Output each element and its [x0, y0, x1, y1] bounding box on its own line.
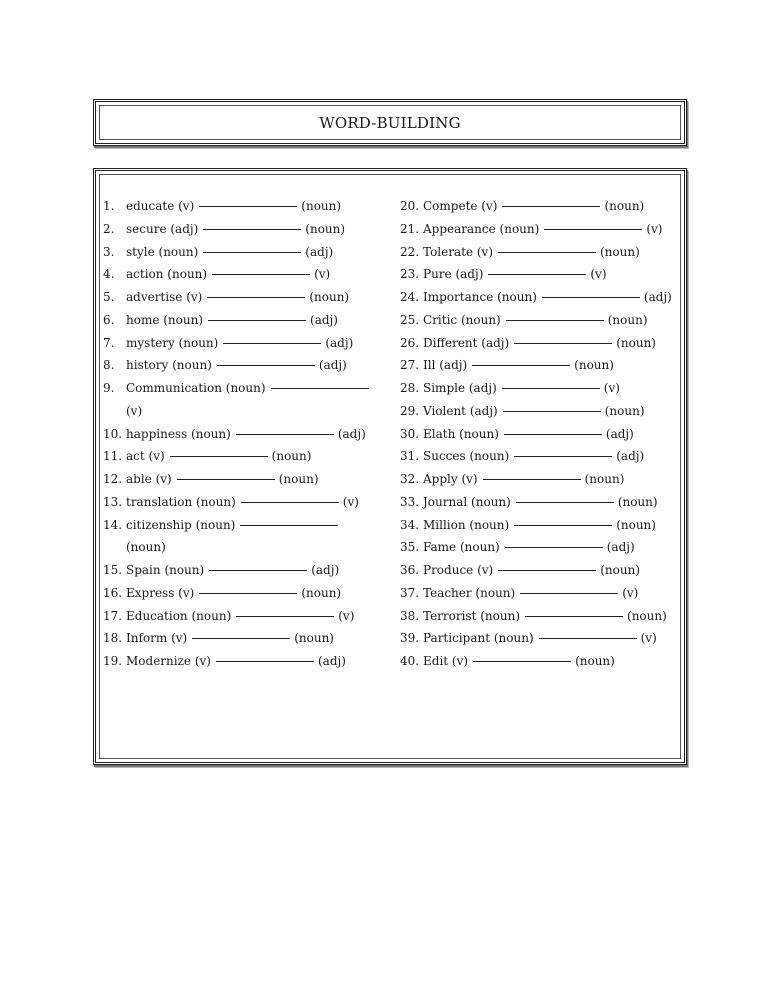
base-word: Apply (v) — [423, 472, 478, 486]
list-item — [400, 242, 640, 262]
list-item — [400, 219, 662, 239]
item-number: 29. — [400, 403, 420, 418]
base-word: Simple (adj) — [423, 381, 497, 395]
base-word: Different (adj) — [423, 335, 510, 350]
target-part-of-speech: (noun) — [301, 585, 342, 600]
answer-blank[interactable] — [199, 592, 297, 594]
answer-blank[interactable] — [177, 478, 275, 480]
list-item — [103, 492, 359, 512]
item-number: 11. — [103, 449, 123, 464]
list-item — [103, 560, 339, 580]
item-number: 26. — [400, 335, 420, 350]
answer-blank[interactable] — [208, 319, 306, 321]
list-item — [400, 310, 648, 330]
list-item — [400, 424, 634, 444]
target-part-of-speech: (noun) — [616, 517, 656, 532]
base-word: Spain (noun) — [126, 563, 205, 577]
item-number: 32. — [400, 472, 420, 486]
item-number: 14. — [103, 517, 123, 532]
item-number: 38. — [400, 608, 420, 623]
title-inner-border — [99, 105, 681, 140]
target-part-of-speech: (noun) — [627, 608, 667, 623]
list-item — [400, 537, 635, 557]
answer-blank[interactable] — [502, 205, 600, 207]
item-number: 36. — [400, 563, 420, 577]
target-part-of-speech: (noun) — [305, 221, 346, 236]
base-word: Succes (noun) — [423, 449, 510, 464]
base-word: Appearance (noun) — [423, 221, 540, 236]
item-number: 8. — [103, 358, 115, 373]
exercise-box — [93, 168, 687, 765]
answer-blank[interactable] — [544, 228, 642, 230]
target-part-of-speech: (adj) — [605, 426, 634, 441]
target-part-of-speech: (noun) — [309, 290, 350, 304]
answer-blank[interactable] — [498, 569, 596, 571]
base-word: Elath (noun) — [423, 426, 499, 441]
item-number: 12. — [103, 472, 123, 486]
item-number: 3. — [103, 244, 115, 259]
list-item — [103, 242, 333, 262]
list-item — [400, 378, 620, 398]
target-part-of-speech: (adj) — [305, 244, 334, 259]
list-item — [103, 628, 334, 648]
answer-blank[interactable] — [539, 637, 637, 639]
target-part-of-speech: (noun) — [604, 403, 645, 418]
list-item — [103, 219, 345, 239]
item-number: 28. — [400, 381, 420, 395]
target-part-of-speech: (noun) — [126, 540, 166, 555]
answer-blank[interactable] — [203, 228, 301, 230]
list-item — [103, 583, 341, 603]
list-item — [103, 310, 338, 330]
answer-blank[interactable] — [506, 319, 604, 321]
item-number: 17. — [103, 608, 123, 623]
answer-blank[interactable] — [473, 660, 571, 662]
base-word: Education (noun) — [126, 608, 232, 623]
target-part-of-speech: (v) — [342, 494, 359, 509]
target-part-of-speech: (adj) — [310, 312, 338, 327]
base-word: Importance (noun) — [423, 290, 537, 304]
answer-blank[interactable] — [217, 364, 315, 366]
base-word: Ill (adj) — [423, 358, 468, 373]
target-part-of-speech: (adj) — [337, 426, 366, 441]
item-number: 31. — [400, 449, 420, 464]
item-number: 18. — [103, 631, 123, 646]
target-part-of-speech: (v) — [622, 585, 639, 600]
answer-blank[interactable] — [170, 455, 268, 457]
answer-blank[interactable] — [207, 296, 305, 298]
base-word: Produce (v) — [423, 563, 494, 577]
list-item — [103, 606, 354, 626]
target-part-of-speech: (v) — [590, 267, 607, 282]
item-number: 1. — [103, 199, 115, 213]
target-part-of-speech: (noun) — [600, 563, 641, 577]
answer-blank[interactable] — [504, 433, 602, 435]
title-box — [93, 99, 687, 146]
answer-blank[interactable] — [209, 569, 307, 571]
answer-blank[interactable] — [503, 410, 601, 412]
answer-blank[interactable] — [514, 342, 612, 344]
list-item — [400, 560, 640, 580]
answer-blank[interactable] — [505, 546, 603, 548]
answer-blank[interactable] — [520, 592, 618, 594]
base-word: Teacher (noun) — [423, 585, 516, 600]
answer-blank[interactable] — [240, 524, 338, 526]
list-item — [400, 196, 644, 216]
item-number: 35. — [400, 540, 420, 555]
list-item — [400, 651, 615, 671]
answer-blank[interactable] — [472, 364, 570, 366]
item-number: 22. — [400, 244, 420, 259]
target-part-of-speech: (adj) — [606, 540, 635, 555]
answer-blank[interactable] — [199, 205, 297, 207]
list-item — [103, 196, 341, 216]
answer-blank[interactable] — [271, 387, 369, 389]
base-word: style (noun) — [126, 244, 199, 259]
answer-blank[interactable] — [241, 501, 339, 503]
list-item — [400, 583, 638, 603]
base-word: Express (v) — [126, 585, 195, 600]
item-number: 39. — [400, 631, 420, 646]
base-word: advertise (v) — [126, 290, 203, 304]
item-number: 16. — [103, 585, 123, 600]
target-part-of-speech: (noun) — [271, 449, 312, 464]
target-part-of-speech: (v) — [126, 403, 143, 418]
item-number: 34. — [400, 517, 420, 532]
answer-blank[interactable] — [236, 433, 334, 435]
item-number: 7. — [103, 335, 115, 350]
base-word: Tolerate (v) — [423, 244, 494, 259]
target-part-of-speech: (v) — [603, 381, 620, 395]
list-item — [400, 606, 667, 626]
item-number: 20. — [400, 199, 420, 213]
list-item — [103, 446, 311, 466]
base-word: able (v) — [126, 472, 172, 486]
target-part-of-speech: (adj) — [616, 449, 645, 464]
item-number: 21. — [400, 221, 420, 236]
list-item — [103, 469, 319, 489]
list-item — [103, 424, 366, 444]
target-part-of-speech: (v) — [646, 221, 663, 236]
base-word: Modernize (v) — [126, 654, 211, 668]
base-word: Terrorist (noun) — [423, 608, 521, 623]
base-word: act (v) — [126, 449, 165, 464]
base-word: secure (adj) — [126, 221, 199, 236]
list-item — [103, 651, 346, 671]
list-item — [400, 264, 607, 284]
target-part-of-speech: (v) — [640, 631, 657, 646]
list-item — [103, 264, 330, 284]
answer-blank[interactable] — [514, 455, 612, 457]
answer-blank[interactable] — [514, 524, 612, 526]
target-part-of-speech: (noun) — [294, 631, 334, 646]
item-number: 37. — [400, 585, 420, 600]
item-number: 27. — [400, 358, 420, 373]
answer-blank[interactable] — [542, 296, 640, 298]
target-part-of-speech: (adj) — [643, 290, 672, 304]
list-item — [400, 401, 645, 421]
base-word: Inform (v) — [126, 631, 188, 646]
target-part-of-speech: (noun) — [584, 472, 625, 486]
target-part-of-speech: (adj) — [318, 358, 347, 373]
answer-blank[interactable] — [212, 273, 310, 275]
base-word: happiness (noun) — [126, 426, 231, 441]
base-word: Communication (noun) — [126, 381, 266, 395]
list-item — [400, 333, 656, 353]
answer-blank[interactable] — [516, 501, 614, 503]
item-number: 15. — [103, 563, 123, 577]
target-part-of-speech: (noun) — [574, 358, 614, 373]
base-word: Compete (v) — [423, 199, 498, 213]
item-number: 19. — [103, 654, 123, 668]
list-item — [400, 492, 658, 512]
base-word: Edit (v) — [423, 654, 469, 668]
target-part-of-speech: (adj) — [311, 563, 340, 577]
target-part-of-speech: (adj) — [317, 654, 346, 668]
base-word: Journal (noun) — [423, 494, 511, 509]
item-number: 5. — [103, 290, 115, 304]
base-word: Violent (adj) — [423, 403, 498, 418]
target-part-of-speech: (noun) — [278, 472, 319, 486]
base-word: Pure (adj) — [423, 267, 484, 282]
list-item — [400, 446, 644, 466]
base-word: Million (noun) — [423, 517, 510, 532]
answer-blank[interactable] — [498, 251, 596, 253]
list-item — [400, 515, 656, 535]
base-word: home (noun) — [126, 312, 204, 327]
list-item — [103, 515, 342, 535]
list-item — [103, 333, 353, 353]
target-part-of-speech: (v) — [338, 608, 355, 623]
base-word: citizenship (noun) — [126, 517, 236, 532]
base-word: action (noun) — [126, 267, 208, 282]
base-word: Fame (noun) — [423, 540, 500, 555]
answer-blank[interactable] — [525, 615, 623, 617]
answer-blank[interactable] — [192, 637, 290, 639]
target-part-of-speech: (noun) — [575, 654, 615, 668]
target-part-of-speech: (noun) — [600, 244, 640, 259]
item-number: 25. — [400, 312, 420, 327]
list-item — [400, 287, 672, 307]
target-part-of-speech: (noun) — [604, 199, 645, 213]
exercise-inner-border — [99, 174, 681, 759]
list-item — [103, 287, 349, 307]
target-part-of-speech: (v) — [314, 267, 331, 282]
item-number: 40. — [400, 654, 420, 668]
base-word: educate (v) — [126, 199, 195, 213]
page-title: WORD-BUILDING — [319, 113, 461, 132]
list-item — [400, 355, 614, 375]
target-part-of-speech: (noun) — [617, 494, 658, 509]
item-number: 10. — [103, 426, 123, 441]
answer-blank[interactable] — [223, 342, 321, 344]
target-part-of-speech: (adj) — [325, 335, 354, 350]
item-number: 9. — [103, 381, 115, 395]
answer-blank[interactable] — [483, 478, 581, 480]
item-number: 2. — [103, 221, 115, 236]
target-part-of-speech: (noun) — [607, 312, 648, 327]
base-word: Critic (noun) — [423, 312, 501, 327]
list-item — [400, 469, 624, 489]
item-number: 33. — [400, 494, 420, 509]
list-item — [103, 355, 347, 375]
answer-blank[interactable] — [216, 660, 314, 662]
target-part-of-speech: (noun) — [301, 199, 342, 213]
list-item — [103, 378, 373, 398]
answer-blank[interactable] — [502, 387, 600, 389]
item-number: 6. — [103, 312, 115, 327]
answer-blank[interactable] — [488, 273, 586, 275]
item-number: 13. — [103, 494, 123, 509]
item-number: 23. — [400, 267, 420, 282]
item-number: 30. — [400, 426, 420, 441]
base-word: Participant (noun) — [423, 631, 534, 646]
answer-blank[interactable] — [203, 251, 301, 253]
item-number: 24. — [400, 290, 420, 304]
target-part-of-speech: (noun) — [616, 335, 656, 350]
base-word: translation (noun) — [126, 494, 236, 509]
item-number: 4. — [103, 267, 115, 282]
list-item — [400, 628, 657, 648]
base-word: history (noun) — [126, 358, 212, 373]
answer-blank[interactable] — [236, 615, 334, 617]
base-word: mystery (noun) — [126, 335, 219, 350]
